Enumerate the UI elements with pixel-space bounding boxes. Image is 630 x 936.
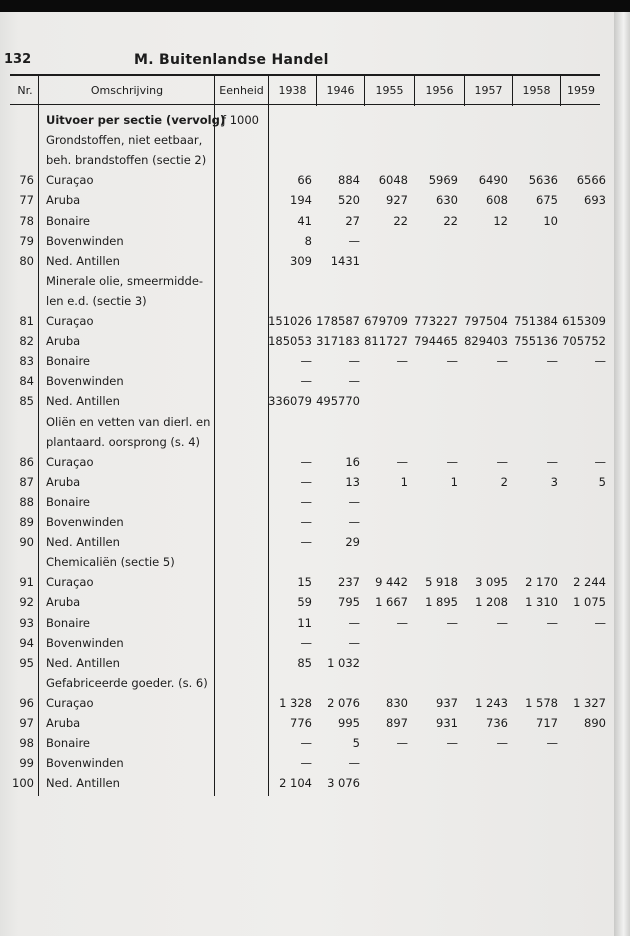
row-description: Bonaire <box>46 616 91 630</box>
cell-1958: — <box>546 455 558 469</box>
cell-1958: 3 <box>550 475 558 489</box>
header-year-1955: 1955 <box>375 84 404 97</box>
cell-1938: — <box>300 354 312 368</box>
row-number: 76 <box>19 173 34 187</box>
cell-1955: 811727 <box>364 334 408 348</box>
row-number: 90 <box>19 535 34 549</box>
col-rule-desc <box>214 76 215 796</box>
row-number: 88 <box>19 495 34 509</box>
cell-1958: 2 170 <box>525 575 558 589</box>
row-description: Bonaire <box>46 214 91 228</box>
cell-1938: 1 328 <box>279 696 312 710</box>
page-number: 132 <box>4 52 32 67</box>
row-description: Oliën en vetten van dierl. en <box>46 415 211 429</box>
cell-1958: 717 <box>536 716 558 730</box>
cell-1946: 495770 <box>316 394 360 408</box>
cell-1959: 615309 <box>562 314 606 328</box>
page-edge <box>614 12 630 936</box>
document-page <box>0 12 614 936</box>
cell-1956: — <box>446 736 458 750</box>
row-description: Minerale olie, smeermidde- <box>46 274 204 288</box>
header-year-1938: 1938 <box>278 84 307 97</box>
cell-1955: 830 <box>386 696 408 710</box>
cell-1946: 3 076 <box>327 776 360 790</box>
row-description: Chemicaliën (sectie 5) <box>46 555 175 569</box>
cell-1938: — <box>300 535 312 549</box>
cell-1938: — <box>300 756 312 770</box>
cell-1955: — <box>396 616 408 630</box>
row-description: Aruba <box>46 193 81 207</box>
cell-1959: 2 244 <box>573 575 606 589</box>
cell-1957: 736 <box>486 716 508 730</box>
cell-1957: — <box>496 616 508 630</box>
cell-1958: 10 <box>543 214 558 228</box>
cell-1959: 1 327 <box>573 696 606 710</box>
cell-1959: 890 <box>584 716 606 730</box>
cell-1956: 22 <box>443 214 458 228</box>
cell-1946: 29 <box>345 535 360 549</box>
cell-1955: 6048 <box>378 173 408 187</box>
row-number: 87 <box>19 475 34 489</box>
cell-1938: 151026 <box>268 314 312 328</box>
cell-1956: — <box>446 616 458 630</box>
cell-1958: 1 310 <box>525 595 558 609</box>
row-description: Curaçao <box>46 173 94 187</box>
cell-1958: 675 <box>536 193 558 207</box>
cell-1946: 520 <box>338 193 360 207</box>
cell-1955: 679709 <box>364 314 408 328</box>
cell-1958: — <box>546 616 558 630</box>
row-number: 80 <box>19 254 34 268</box>
cell-1955: 927 <box>386 193 408 207</box>
cell-1946: 5 <box>352 736 360 750</box>
cell-1946: — <box>348 756 360 770</box>
row-description: Uitvoer per sectie (vervolg) <box>46 113 226 127</box>
row-number: 95 <box>19 656 34 670</box>
row-number: 100 <box>12 776 34 790</box>
cell-1946: 237 <box>338 575 360 589</box>
cell-1946: 317183 <box>316 334 360 348</box>
cell-1938: — <box>300 736 312 750</box>
row-description: Bonaire <box>46 736 91 750</box>
cell-1946: — <box>348 616 360 630</box>
row-description: Ned. Antillen <box>46 254 120 268</box>
cell-1938: — <box>300 475 312 489</box>
cell-1959: — <box>594 354 606 368</box>
row-description: beh. brandstoffen (sectie 2) <box>46 153 207 167</box>
cell-1955: 9 442 <box>375 575 408 589</box>
cell-1957: 6490 <box>478 173 508 187</box>
row-description: Aruba <box>46 334 81 348</box>
cell-1938: — <box>300 455 312 469</box>
cell-1946: — <box>348 374 360 388</box>
row-description: len e.d. (sectie 3) <box>46 294 147 308</box>
cell-1956: — <box>446 354 458 368</box>
header-year-1959: 1959 <box>567 84 595 97</box>
cell-1946: — <box>348 495 360 509</box>
cell-1946: — <box>348 354 360 368</box>
cell-1938: 185053 <box>268 334 312 348</box>
cell-1959: — <box>594 455 606 469</box>
header-eenheid: Eenheid <box>219 84 264 97</box>
row-description: Bovenwinden <box>46 234 124 248</box>
row-number: 79 <box>19 234 34 248</box>
cell-1946: 795 <box>338 595 360 609</box>
row-number: 93 <box>19 616 34 630</box>
row-description: Bonaire <box>46 354 91 368</box>
row-description: Bovenwinden <box>46 515 124 529</box>
cell-1946: 2 076 <box>327 696 360 710</box>
cell-1946: 995 <box>338 716 360 730</box>
row-description: Ned. Antillen <box>46 656 120 670</box>
cell-1956: 5 918 <box>425 575 458 589</box>
cell-1938: 776 <box>290 716 312 730</box>
row-number: 86 <box>19 455 34 469</box>
row-number: 94 <box>19 636 34 650</box>
row-description: Bovenwinden <box>46 756 124 770</box>
cell-1956: 773227 <box>414 314 458 328</box>
header-year-1958: 1958 <box>522 84 551 97</box>
cell-1938: 194 <box>290 193 312 207</box>
row-description: Curaçao <box>46 696 94 710</box>
cell-1938: 336079 <box>268 394 312 408</box>
cell-1956: — <box>446 455 458 469</box>
cell-1959: 693 <box>584 193 606 207</box>
cell-1946: 27 <box>345 214 360 228</box>
cell-1938: 2 104 <box>279 776 312 790</box>
cell-1956: 1 <box>450 475 458 489</box>
cell-1946: — <box>348 234 360 248</box>
cell-1958: 755136 <box>514 334 558 348</box>
cell-1958: 5636 <box>528 173 558 187</box>
cell-1957: 1 243 <box>475 696 508 710</box>
row-description: Grondstoffen, niet eetbaar, <box>46 133 203 147</box>
cell-1946: 884 <box>338 173 360 187</box>
cell-1938: 59 <box>297 595 312 609</box>
row-number: 78 <box>19 214 34 228</box>
cell-1938: 66 <box>297 173 312 187</box>
cell-1946: 178587 <box>316 314 360 328</box>
cell-1957: — <box>496 455 508 469</box>
cell-1957: — <box>496 354 508 368</box>
cell-1957: 829403 <box>464 334 508 348</box>
row-description: Ned. Antillen <box>46 535 120 549</box>
row-description: Bovenwinden <box>46 636 124 650</box>
cell-1938: 8 <box>304 234 312 248</box>
cell-1955: 897 <box>386 716 408 730</box>
cell-1956: 1 895 <box>425 595 458 609</box>
cell-1946: 1431 <box>330 254 360 268</box>
scan-top-border <box>0 0 630 12</box>
cell-1958: — <box>546 354 558 368</box>
cell-1957: 1 208 <box>475 595 508 609</box>
row-description: Curaçao <box>46 575 94 589</box>
row-number: 92 <box>19 595 34 609</box>
cell-1955: 1 667 <box>375 595 408 609</box>
row-description: Aruba <box>46 475 81 489</box>
row-description: Curaçao <box>46 314 94 328</box>
cell-1957: 2 <box>500 475 508 489</box>
cell-1955: — <box>396 736 408 750</box>
row-description: Ned. Antillen <box>46 776 120 790</box>
cell-1938: 85 <box>297 656 312 670</box>
row-number: 85 <box>19 394 34 408</box>
cell-1957: 12 <box>493 214 508 228</box>
cell-1938: 309 <box>290 254 312 268</box>
header-year-1957: 1957 <box>474 84 503 97</box>
row-description: Aruba <box>46 595 81 609</box>
cell-1946: — <box>348 636 360 650</box>
row-description: Curaçao <box>46 455 94 469</box>
row-description: Gefabriceerde goeder. (s. 6) <box>46 676 208 690</box>
cell-1956: 5969 <box>428 173 458 187</box>
col-rule-nr <box>38 76 39 796</box>
cell-1938: 15 <box>297 575 312 589</box>
cell-1959: 6566 <box>576 173 606 187</box>
cell-1946: 16 <box>345 455 360 469</box>
row-number: 98 <box>19 736 34 750</box>
cell-1958: 751384 <box>514 314 558 328</box>
cell-1955: — <box>396 455 408 469</box>
cell-1938: — <box>300 374 312 388</box>
row-number: 84 <box>19 374 34 388</box>
cell-1938: — <box>300 515 312 529</box>
row-number: 77 <box>19 193 34 207</box>
row-description: Aruba <box>46 716 81 730</box>
cell-1955: 1 <box>400 475 408 489</box>
cell-1957: 608 <box>486 193 508 207</box>
row-number: 82 <box>19 334 34 348</box>
cell-1955: 22 <box>393 214 408 228</box>
cell-1958: — <box>546 736 558 750</box>
cell-1956: 630 <box>436 193 458 207</box>
row-number: 89 <box>19 515 34 529</box>
cell-1946: — <box>348 515 360 529</box>
cell-1959: 1 075 <box>573 595 606 609</box>
header-omschrijving: Omschrijving <box>90 84 164 97</box>
cell-1946: 1 032 <box>327 656 360 670</box>
row-description: Ned. Antillen <box>46 394 120 408</box>
cell-1957: 3 095 <box>475 575 508 589</box>
cell-1959: 5 <box>598 475 606 489</box>
row-number: 96 <box>19 696 34 710</box>
header-year-1946: 1946 <box>326 84 355 97</box>
row-description: plantaard. oorsprong (s. 4) <box>46 435 201 449</box>
row-unit: ƒ 1000 <box>222 113 259 127</box>
cell-1946: 13 <box>345 475 360 489</box>
row-number: 83 <box>19 354 34 368</box>
cell-1959: — <box>594 616 606 630</box>
cell-1938: — <box>300 495 312 509</box>
cell-1956: 794465 <box>414 334 458 348</box>
cell-1958: 1 578 <box>525 696 558 710</box>
row-description: Bonaire <box>46 495 91 509</box>
cell-1959: 705752 <box>562 334 606 348</box>
header-nr: Nr. <box>17 84 33 97</box>
cell-1955: — <box>396 354 408 368</box>
cell-1957: 797504 <box>464 314 508 328</box>
cell-1938: — <box>300 636 312 650</box>
cell-1938: 11 <box>297 616 312 630</box>
cell-1938: 41 <box>297 214 312 228</box>
page-title: M. Buitenlandse Handel <box>134 52 329 68</box>
cell-1956: 937 <box>436 696 458 710</box>
cell-1957: — <box>496 736 508 750</box>
row-number: 97 <box>19 716 34 730</box>
cell-1956: 931 <box>436 716 458 730</box>
row-number: 91 <box>19 575 34 589</box>
row-number: 99 <box>19 756 34 770</box>
row-description: Bovenwinden <box>46 374 124 388</box>
header-year-1956: 1956 <box>425 84 454 97</box>
row-number: 81 <box>19 314 34 328</box>
